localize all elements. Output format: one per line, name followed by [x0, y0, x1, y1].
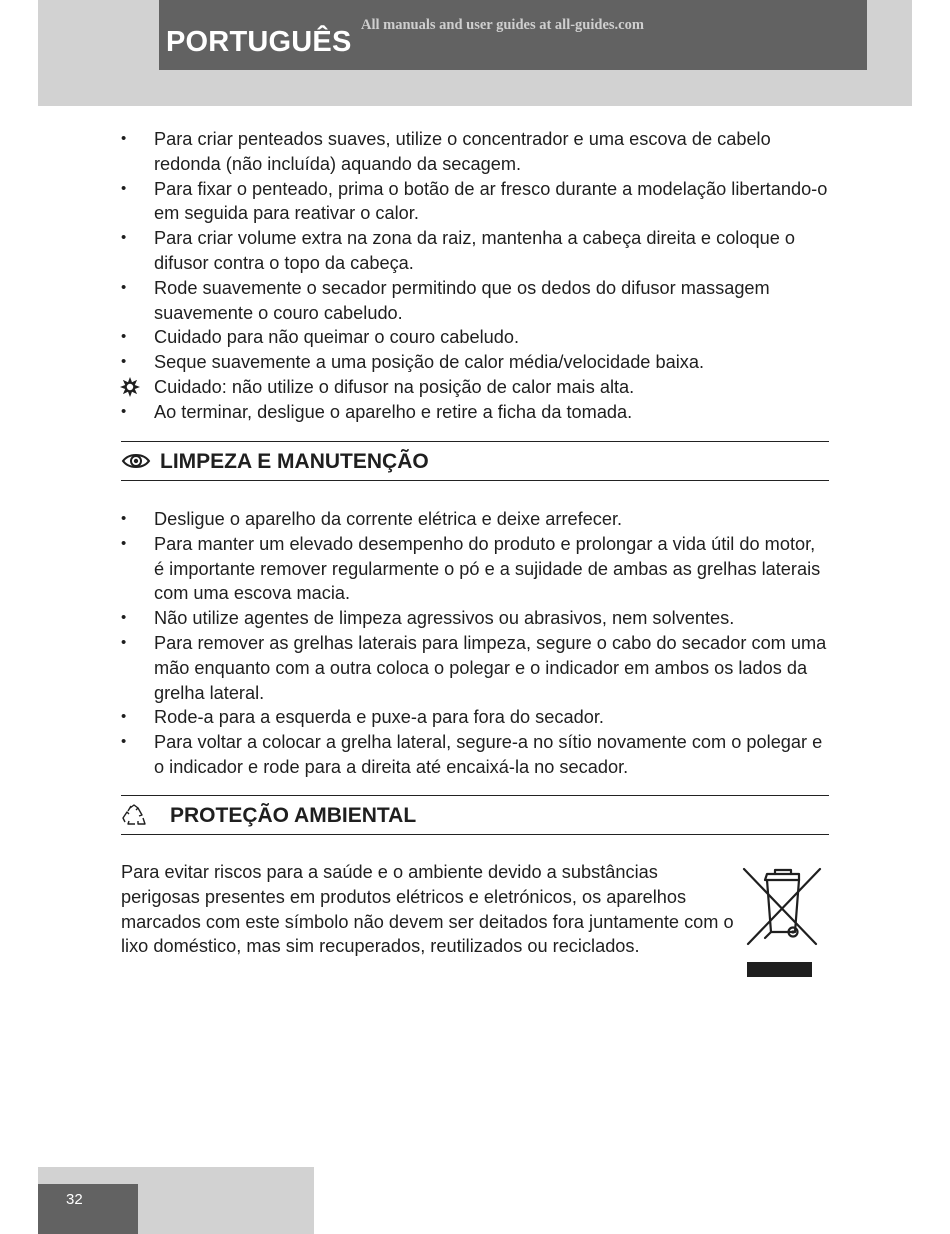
- list-item-text: Rode-a para a esquerda e puxe-a para fora do secador.: [154, 707, 604, 728]
- bullet-marker: •: [121, 708, 127, 726]
- bullet-marker: •: [121, 229, 127, 247]
- list-item: [121, 730, 829, 780]
- environment-section-title: PROTEÇÃO AMBIENTAL: [170, 804, 417, 827]
- bullet-marker: •: [121, 130, 127, 147]
- list-item: [121, 507, 829, 532]
- list-item: [121, 606, 829, 631]
- bullet-marker: •: [121, 328, 127, 346]
- bullet-marker: •: [121, 179, 127, 197]
- bullet-marker: •: [121, 534, 127, 552]
- list-item: [121, 375, 829, 400]
- list-item-text: Para manter um elevado desempenho do produto e prolongar a vida útil do motor, é importante remover regularmente o pó e a sujidade de ambas as grelhas laterais com uma escova macia.: [154, 533, 821, 604]
- list-item-text: Cuidado: não utilize o difusor na posição de calor mais alta.: [154, 376, 635, 397]
- cleaning-list: [121, 507, 829, 780]
- environment-paragraph: Para evitar riscos para a saúde e o ambiente devido a substâncias perigosas presentes em produtos elétricos e eletrónicos, os aparelhos marcados com este símbolo não devem ser deitados fora juntamente com o lixo doméstico, mas sim recuperados, reutilizados ou reciclados.: [121, 862, 734, 957]
- list-item-text: Seque suavemente a uma posição de calor média/velocidade baixa.: [154, 352, 705, 373]
- environment-section-header: [121, 795, 829, 835]
- cleaning-section-title: LIMPEZA E MANUTENÇÃO: [160, 450, 429, 473]
- list-item: [121, 276, 829, 326]
- bullet-marker: •: [121, 353, 127, 371]
- page-number: 32: [66, 1191, 83, 1208]
- language-title: PORTUGUÊS: [166, 26, 352, 58]
- list-item-text: Para criar volume extra na zona da raiz, mantenha a cabeça direita e coloque o difusor contra o topo da cabeça.: [154, 228, 795, 273]
- bullet-marker: •: [121, 609, 127, 627]
- list-item: [121, 226, 829, 276]
- list-item: [121, 631, 829, 705]
- list-item: [121, 400, 829, 425]
- warning-icon: [118, 376, 142, 398]
- language-bar: [159, 0, 867, 70]
- crossed-out-bin-icon: [741, 866, 825, 980]
- header-band: [38, 0, 912, 106]
- bullet-marker: •: [121, 510, 127, 527]
- bullet-marker: •: [121, 402, 127, 420]
- list-item: [121, 705, 829, 730]
- list-item-text: Rode suavemente o secador permitindo que os dedos do difusor massagem suavemente o couro cabeludo.: [154, 277, 770, 323]
- list-item: [121, 325, 829, 350]
- list-item-text: Para fixar o penteado, prima o botão de ar fresco durante a modelação libertando-o em seguida para reativar o calor.: [154, 178, 828, 224]
- list-item-text: Para voltar a colocar a grelha lateral, segure-a no sítio novamente com o polegar e o indicador e rode para a direita até encaixá-la no secador.: [154, 732, 823, 777]
- watermark-text: All manuals and user guides at all-guides.com: [361, 17, 644, 33]
- list-item-text: Para criar penteados suaves, utilize o concentrador e uma escova de cabelo redonda (não incluída) aquando da secagem.: [154, 129, 771, 174]
- bullet-marker: •: [121, 278, 127, 296]
- list-item-text: Desligue o aparelho da corrente elétrica e deixe arrefecer.: [154, 509, 623, 529]
- recycle-icon: [121, 804, 147, 828]
- styling-tips-list: [121, 127, 829, 425]
- list-item: [121, 532, 829, 606]
- cleaning-section-header: [121, 441, 829, 481]
- list-item-text: Não utilize agentes de limpeza agressivos ou abrasivos, nem solventes.: [154, 608, 735, 629]
- list-item-text: Ao terminar, desligue o aparelho e retire a ficha da tomada.: [154, 401, 633, 422]
- bullet-marker: •: [121, 733, 127, 751]
- eye-icon: [121, 451, 151, 471]
- bullet-marker: •: [121, 633, 127, 651]
- list-item: [121, 350, 829, 375]
- list-item: [121, 127, 829, 177]
- page-number-box: [38, 1184, 138, 1234]
- list-item: [121, 177, 829, 227]
- list-item-text: Cuidado para não queimar o couro cabeludo.: [154, 327, 520, 348]
- list-item-text: Para remover as grelhas laterais para limpeza, segure o cabo do secador com uma mão enquanto com a outra coloca o polegar e o indicador em ambos os lados da grelha lateral.: [154, 632, 827, 703]
